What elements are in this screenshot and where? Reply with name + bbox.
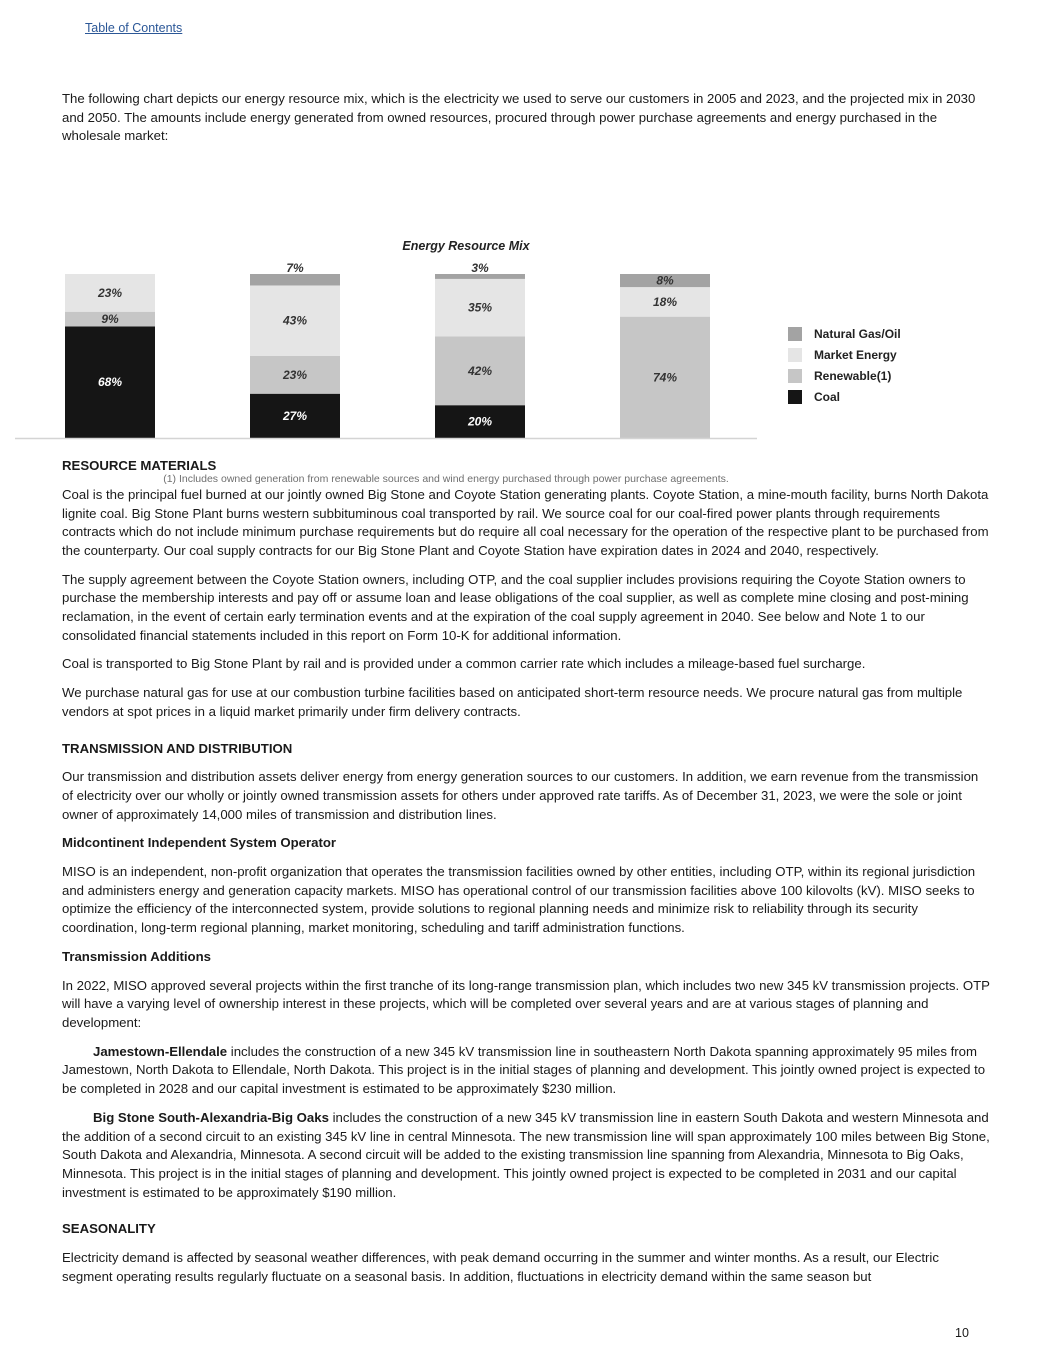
data-label: 3% — [471, 261, 489, 276]
chart-intro-paragraph: The following chart depicts our energy resource mix, which is the electricity we used to serve our customers in 2005 and 2023, and the projected mix in 2030 and 2050. The amounts include energy generated from owned resources, procured through power purchase agreements and energy purchased in the wholesale market: — [62, 91, 976, 144]
data-label: 18% — [652, 294, 678, 309]
page-content — [62, 90, 992, 1296]
project-big-stone-south — [62, 1109, 992, 1203]
project-big-stone-south-text: includes the construction of a new 345 kV transmission line in eastern South Dakota and western Minnesota and the addition of a second circuit to an existing 345 kV line in central Minnesota. The new transmission line will span approximately 100 miles between Big Stone, South Dakota and Alexandria, Minnesota. A second circuit will be added to the existing transmission line spanning from Alexandria, Minnesota to Big Oaks, Minnesota. This project is in the initial stages of planning and development. This jointly owned project is expected to be completed in 2031 and our capital investment is estimated to be approximately $190 million. — [62, 1109, 990, 1200]
resource-materials-p3: Coal is transported to Big Stone Plant by rail and is provided under a common carrier rate which includes a mileage-based fuel surcharge. — [62, 656, 866, 672]
page-number: 10 — [955, 1326, 969, 1340]
transmission-additions-heading: Transmission Additions — [62, 948, 211, 964]
legend-swatch — [788, 369, 802, 383]
data-label: 20% — [467, 414, 493, 429]
transmission-heading: TRANSMISSION AND DISTRIBUTION — [62, 740, 293, 756]
data-label: 35% — [467, 300, 493, 315]
legend-swatch — [788, 348, 802, 362]
miso-paragraph: MISO is an independent, non-profit organization that operates the transmission facilities owned by other entities, including OTP, within its regional jurisdiction and administers energy and generation capacity markets. MISO has operational control of our transmission facilities above 100 kilovolts (kV). MISO seeks to optimize the efficiency of the interconnected system, provide solutions to regional planning needs and minimize risk to reliability through its security coordination, long-term regional planning, market monitoring, scheduling and tariff administration functions. — [62, 864, 976, 936]
legend-label: Market Energy — [814, 348, 897, 363]
chart-canvas — [0, 156, 930, 441]
resource-materials-p4: We purchase natural gas for use at our combustion turbine facilities based on anticipated short-term resource needs. We procure natural gas from multiple vendors at spot prices in a liquid market primarily under firm delivery contracts. — [62, 685, 963, 719]
table-of-contents-link[interactable]: Table of Contents — [85, 21, 183, 35]
miso-heading: Midcontinent Independent System Operator — [62, 835, 337, 851]
resource-materials-p1: Coal is the principal fuel burned at our jointly owned Big Stone and Coyote Station generating plants. Coyote Station, a mine-mouth facility, burns North Dakota lignite coal. Big Stone Plant burns western subbituminous coal transported by rail. We source coal for our coal-fired power plants through requirements contracts which do not include minimum purchase requirements but do require all coal necessary for the operation of the respective plant to be purchased from the counterparty. Our coal supply contracts for our Big Stone Plant and Coyote Station have expiration dates in 2024 and 2040, respectively. — [62, 486, 989, 558]
resource-materials-p2: The supply agreement between the Coyote Station owners, including OTP, and the coal supplier includes provisions requiring the Coyote Station owners to purchase the membership interests and pay off or assume loan and lease obligations of the coal supplier, as well as complete mine closing and post-mining reclamation, in the event of certain early termination events and at the expiration of the coal supply agreement in 2040. See below and Note 1 to our consolidated financial statements included in this report on Form 10-K for additional information. — [62, 571, 969, 643]
resource-materials-heading: RESOURCE MATERIALS — [62, 458, 217, 474]
data-label: 68% — [97, 375, 123, 390]
data-label: 74% — [652, 370, 678, 385]
bar-2023-natural-gas-oil — [250, 274, 340, 285]
legend-swatch — [788, 327, 802, 341]
project-jamestown-ellendale — [62, 1043, 992, 1099]
transmission-additions-paragraph: In 2022, MISO approved several projects within the first tranche of its long-range transmission plan, which includes two new 345 kV transmission projects. OTP will have a varying level of ownership interest in these projects, which will be completed over several years and are at various stages of planning and development: — [62, 977, 990, 1030]
data-label: 9% — [101, 312, 119, 327]
legend-label: Renewable(1) — [814, 369, 892, 384]
data-label: 8% — [656, 273, 674, 288]
chart-footnote: (1) Includes owned generation from renewable sources and wind energy purchased through power purchase agreements. — [163, 473, 729, 486]
legend-label: Coal — [814, 390, 841, 405]
data-label: 23% — [282, 367, 308, 382]
data-label: 42% — [467, 363, 493, 378]
project-big-stone-south-name: Big Stone South-Alexandria-Big Oaks — [93, 1109, 329, 1125]
chart-title: Energy Resource Mix — [402, 239, 530, 254]
seasonality-paragraph: Electricity demand is affected by seasonal weather differences, with peak demand occurring in the summer and winter months. As a result, our Electric segment operating results regularly fluctuate on a seasonal basis. In addition, fluctuations in electricity demand within the same season but — [62, 1250, 939, 1284]
project-jamestown-ellendale-name: Jamestown-Ellendale — [93, 1043, 228, 1059]
seasonality-heading: SEASONALITY — [62, 1221, 156, 1237]
transmission-p1: Our transmission and distribution assets deliver energy from energy generation sources to our customers. In addition, we earn revenue from the transmission of electricity over our wholly or jointly owned transmission assets for others under approved rate tariffs. As of December 31, 2023, we were the sole or joint owner of approximately 14,000 miles of transmission and distribution lines. — [62, 769, 979, 822]
data-label: 23% — [97, 285, 123, 300]
data-label: 7% — [286, 261, 304, 276]
legend-label: Natural Gas/Oil — [814, 327, 901, 342]
legend-swatch — [788, 390, 802, 404]
project-jamestown-ellendale-text: includes the construction of a new 345 kV transmission line in southeastern North Dakota spanning approximately 95 miles from Jamestown, North Dakota to Ellendale, North Dakota. This project is in the initial stages of planning and development. This jointly owned project is expected to be completed in 2028 and our capital investment is estimated to be approximately $230 million. — [62, 1043, 986, 1097]
data-label: 27% — [282, 408, 308, 423]
data-label: 43% — [282, 313, 308, 328]
